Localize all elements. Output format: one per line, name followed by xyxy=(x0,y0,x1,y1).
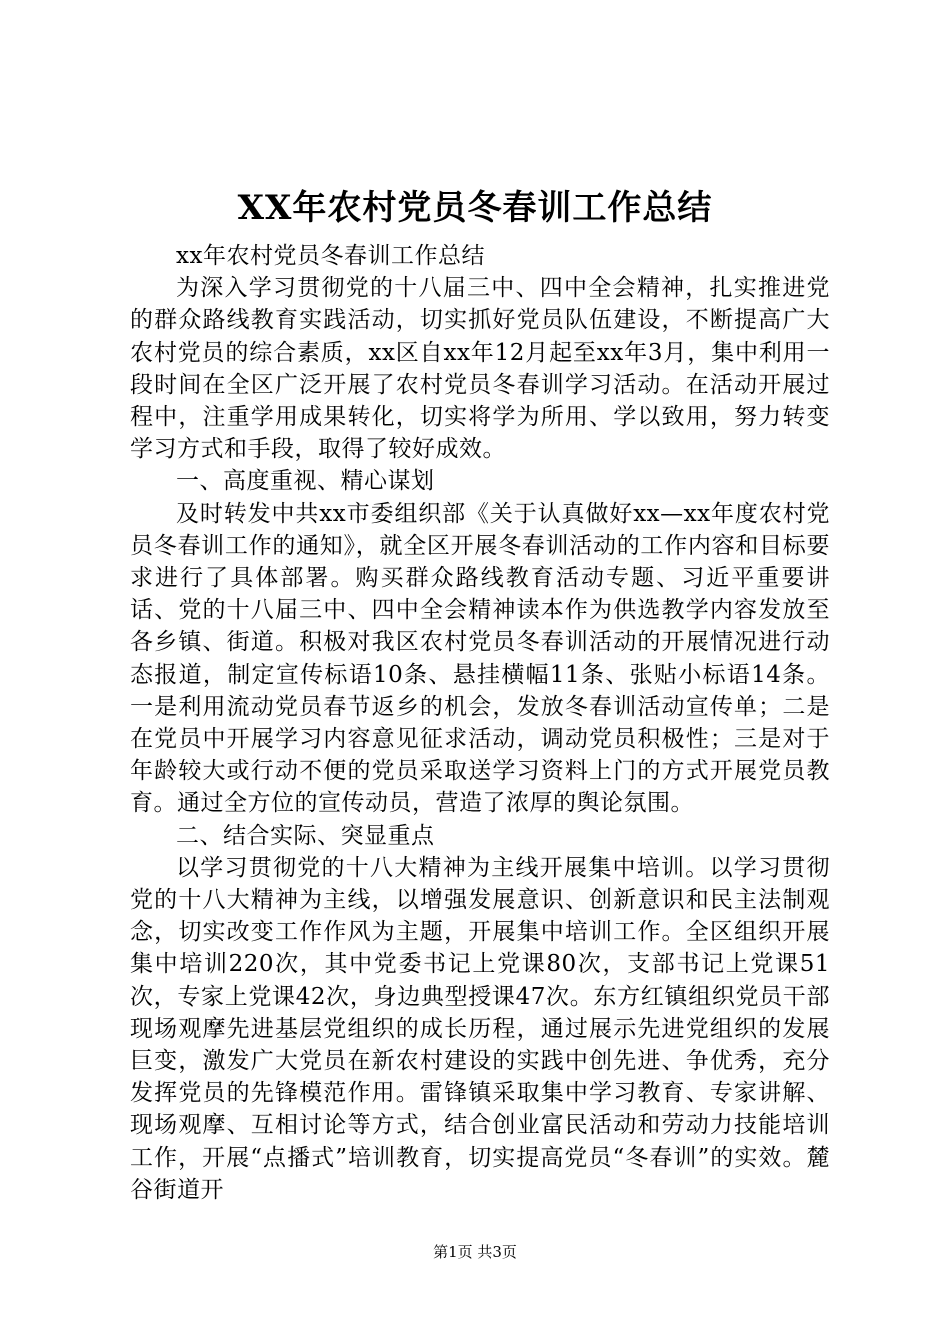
section-heading-2: 二、结合实际、突显重点 xyxy=(176,822,435,849)
document-body xyxy=(130,240,830,1206)
document-title: XX年农村党员冬春训工作总结 xyxy=(237,188,713,228)
intro-paragraph: 为深入学习贯彻党的十八届三中、四中全会精神，扎实推进党的群众路线教育实践活动，切实抓好党员队伍建设，不断提高广大农村党员的综合素质，xx区自xx年12月起至xx年3月，集中利用一段时间在全区广泛开展了农村党员冬春训学习活动。在活动开展过程中，注重学用成果转化，切实将学为所用、学以致用，努力转变学习方式和手段，取得了较好成效。 xyxy=(130,275,830,463)
subtitle-paragraph: xx年农村党员冬春训工作总结 xyxy=(176,243,485,269)
section-2-paragraph: 以学习贯彻党的十八大精神为主线开展集中培训。以学习贯彻党的十八大精神为主线，以增强发展意识、创新意识和民主法制观念，切实改变工作作风为主题，开展集中培训工作。全区组织开展集中培训220次，其中党委书记上党课80次，支部书记上党课51次，专家上党课42次，身边典型授课47次。东方红镇组织党员干部现场观摩先进基层党组织的成长历程，通过展示先进党组织的发展巨变，激发广大党员在新农村建设的实践中创先进、争优秀，充分发挥党员的先锋模范作用。雷锋镇采取集中学习教育、专家讲解、现场观摩、互相讨论等方式，结合创业富民活动和劳动力技能培训工作，开展“点播式”培训教育，切实提高党员“冬春训”的实效。麓谷街道开 xyxy=(130,854,830,1203)
section-1-paragraph: 及时转发中共xx市委组织部《关于认真做好xx—xx年度农村党员冬春训工作的通知》，就全区开展冬春训活动的工作内容和目标要求进行了具体部署。购买群众路线教育活动专题、习近平重要讲话、党的十八届三中、四中全会精神读本作为供选教学内容发放至各乡镇、街道。积极对我区农村党员冬春训活动的开展情况进行动态报道，制定宣传标语10条、悬挂横幅11条、张贴小标语14条。一是利用流动党员春节返乡的机会，发放冬春训活动宣传单；二是在党员中开展学习内容意见征求活动，调动党员积极性；三是对于年龄较大或行动不便的党员采取送学习资料上门的方式开展党员教育。通过全方位的宣传动员，营造了浓厚的舆论氛围。 xyxy=(130,500,830,817)
section-heading-1: 一、高度重视、精心谋划 xyxy=(176,468,435,495)
page-footer: 第1页 共3页 xyxy=(433,1243,517,1261)
